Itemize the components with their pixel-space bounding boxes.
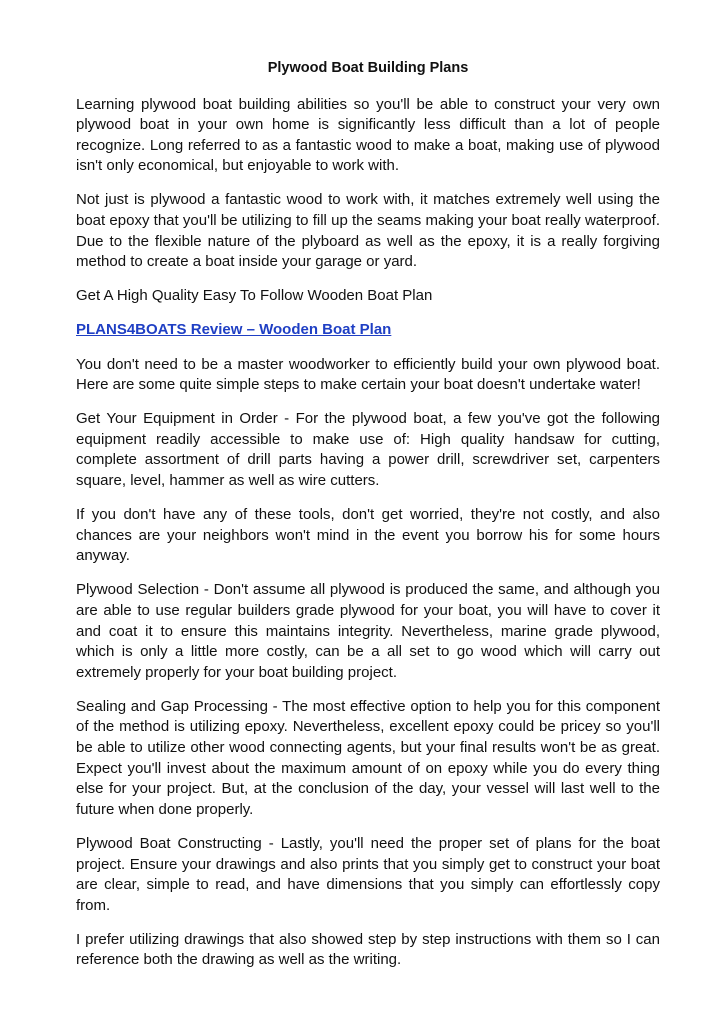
paragraph-equipment: Get Your Equipment in Order - For the plywood boat, a few you've got the following equipment readily accessible to make use of: High quality handsaw for cutting, complete assortment of drill parts having a power drill, screwdriver set, carpenters square, level, hammer as well as wire cutters. [76,410,660,489]
paragraph-plywood-selection: Plywood Selection - Don't assume all plywood is produced the same, and although you are able to use regular builders grade plywood for your boat, you will have to cover it and coat it to ensure this maintains integrity. Nevertheless, marine grade plywood, which is only a little more costly, can be a all set to go wood which will carry out extremely properly for your boat building project. [76,581,660,681]
plans4boats-review-link[interactable]: PLANS4BOATS Review – Wooden Boat Plan [76,321,392,339]
paragraph-plan-promo: Get A High Quality Easy To Follow Wooden Boat Plan [76,287,433,305]
paragraph-epoxy: Not just is plywood a fantastic wood to work with, it matches extremely well using the boat epoxy that you'll be utilizing to fill up the seams making your boat really waterproof. Due to the flexible nature of the plyboard as well as the epoxy, it is a really forgiving method to create a boat inside your garage or yard. [76,191,660,271]
paragraph-sealing: Sealing and Gap Processing - The most effective option to help you for this component of the method is utilizing epoxy. Nevertheless, excellent epoxy could be pricey so you'll be able to utilize other wood connecting agents, but your final results won't be as great. Expect you'll invest about the maximum amount of on epoxy while you do every thing else for your project. But, at the conclusion of the day, your vessel will last well to the future when done properly. [76,697,660,818]
paragraph-master-woodworker: You don't need to be a master woodworker to efficiently build your own plywood boat. Here are some quite simple steps to make certain your boat doesn't undertake water! [76,355,660,394]
paragraph-tools: If you don't have any of these tools, don't get worried, they're not costly, and also chances are your neighbors won't mind in the event you borrow his for some hours anyway. [76,506,660,565]
paragraph-constructing: Plywood Boat Constructing - Lastly, you'll need the proper set of plans for the boat project. Ensure your drawings and also prints that you simply get to construct your boat are clear, simple to read, and have dimensions that you simply can effortlessly copy from. [76,834,660,914]
document-page [76,58,660,984]
review-link-paragraph [76,320,660,341]
paragraph-intro: Learning plywood boat building abilities so you'll be able to construct your very own plywood boat in your own home is significantly less difficult than a lot of people recognize. Long referred to as a fantastic wood to make a boat, making use of plywood isn't only economical, but enjoyable to work with. [76,95,660,175]
document-title: Plywood Boat Building Plans [267,60,469,76]
paragraph-drawings: I prefer utilizing drawings that also showed step by step instructions with them so I can reference both the drawing as well as the writing. [76,930,660,969]
